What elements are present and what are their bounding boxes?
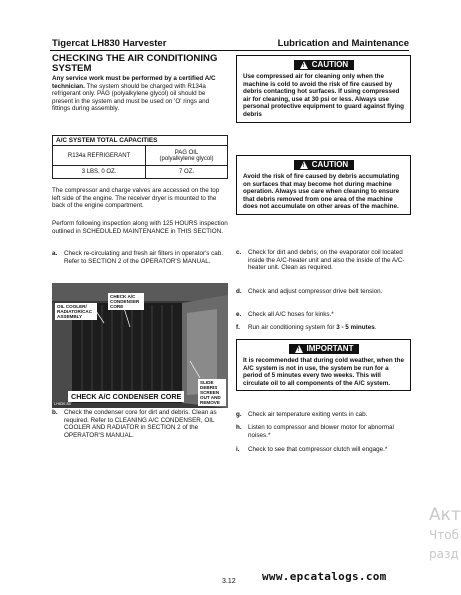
important-box bbox=[236, 339, 411, 391]
step-g-letter: g. bbox=[236, 411, 242, 418]
step-c bbox=[236, 249, 408, 272]
capacities-oil-value: 7 OZ. bbox=[146, 166, 228, 179]
intro-paragraph bbox=[52, 75, 228, 113]
step-b-letter: b. bbox=[52, 409, 58, 416]
section-title: CHECKING THE AIR CONDITIONING SYSTEM bbox=[52, 53, 218, 74]
step-h-text: Listen to compressor and blower motor for abnormal noises.* bbox=[248, 424, 394, 439]
header-rule bbox=[50, 50, 409, 51]
intro-bold: Any service work must be performed by a certified A/C technician. bbox=[52, 75, 216, 90]
caution-text: Use compressed air for cleaning only when the machine is cold to avoid the risk of fire caused by debris contacting hot surfaces. If using compressed air for cleaning, use at 30 psi or less. Always use personal protective equipment to guard against flying debris bbox=[243, 73, 404, 118]
step-d-text: Check and adjust compressor drive belt tension. bbox=[248, 288, 383, 295]
capacities-col-oil bbox=[146, 146, 228, 166]
caution-box-debris bbox=[236, 155, 411, 215]
valves-paragraph: The compressor and charge valves are accessed on the top left side of the engine. The receiver dryer is mounted to the back of the engine compartment. bbox=[52, 187, 220, 210]
figure-number: LH830-85 bbox=[54, 402, 71, 406]
step-g bbox=[236, 411, 408, 419]
page-number: 3.12 bbox=[222, 578, 236, 585]
capacities-refrigerant-value: 3 LBS. 0 OZ. bbox=[53, 166, 146, 179]
caution-text: Avoid the risk of fire caused by debris accumulating on surfaces that may become hot during machine operation. Always use care when cleaning to ensure that debris removed from one area of the machine does not accumulate on other areas of the machine. bbox=[243, 173, 400, 211]
figure-caption: CHECK A/C CONDENSER CORE bbox=[68, 391, 184, 402]
step-f-text-pre: Run air conditioning system for bbox=[248, 324, 337, 331]
step-a-text: Check re-circulating and fresh air filters in operator's cab. Refer to SECTION 2 of the OPERATOR'S MANUAL. bbox=[64, 250, 224, 265]
callout-oil-cooler: OIL COOLER/ RADIATOR/CAC ASSEMBLY bbox=[55, 303, 97, 320]
watermark-line-2: Чтоб bbox=[429, 528, 459, 542]
step-c-letter: c. bbox=[236, 249, 242, 256]
step-b bbox=[52, 409, 228, 439]
important-text: It is recommended that during cold weather, when the A/C system is not in use, the system be run for a period of 5 minutes every two weeks. This will circulate oil to all components of the A/C system. bbox=[243, 357, 404, 387]
step-f bbox=[236, 324, 408, 332]
step-d-letter: d. bbox=[236, 288, 242, 295]
capacities-col-oil-sub: (polyalkylene glycol) bbox=[159, 155, 214, 162]
caution-banner bbox=[243, 60, 405, 70]
step-d bbox=[236, 288, 408, 296]
callout-condenser-core: CHECK A/C CONDENSER CORE bbox=[108, 293, 144, 310]
condenser-photo bbox=[52, 283, 228, 408]
important-banner bbox=[243, 344, 405, 354]
step-a bbox=[52, 250, 228, 265]
capacities-col-oil-name: PAG OIL bbox=[174, 149, 199, 156]
caution-banner bbox=[243, 160, 405, 170]
step-h bbox=[236, 424, 408, 439]
step-i bbox=[236, 446, 408, 454]
step-c-text: Check for dirt and debris; on the evaporator coil located inside the A/C-heater unit and also the inside of the A/C-heater unit. Clean as required. bbox=[248, 249, 405, 272]
warning-triangle-icon: ! bbox=[295, 345, 303, 353]
step-b-text: Check the condenser core for dirt and debris. Clean as required. Refer to CLEANING A/C CONDENSER, OIL COOLER AND RADIATOR in SECTION 2 of the OPERATOR'S MANUAL. bbox=[64, 409, 217, 439]
caution-label: CAUTION bbox=[311, 60, 349, 70]
step-e bbox=[236, 311, 408, 319]
step-e-letter: e. bbox=[236, 311, 242, 318]
capacities-col-refrigerant: R134a REFRIGERANT bbox=[53, 146, 146, 166]
capacities-table bbox=[52, 135, 228, 179]
step-g-text: Check air temperature exiting vents in cab. bbox=[248, 411, 368, 418]
step-f-letter: f. bbox=[236, 324, 240, 331]
watermark-line-1: Акт bbox=[429, 505, 461, 525]
warning-triangle-icon: ! bbox=[300, 161, 308, 169]
caution-box-compressed-air bbox=[236, 55, 411, 123]
step-f-text-post: . bbox=[374, 324, 377, 331]
header-title: Tigercat LH830 Harvester bbox=[52, 38, 167, 49]
capacities-title: A/C SYSTEM TOTAL CAPACITIES bbox=[53, 136, 228, 146]
step-i-text: Check to see that compressor clutch will engage.* bbox=[248, 446, 388, 453]
step-e-text: Check all A/C hoses for kinks.* bbox=[248, 311, 334, 318]
step-f-duration: 3 - 5 minutes bbox=[336, 324, 375, 331]
warning-triangle-icon: ! bbox=[300, 61, 308, 69]
watermark-site: www.epcatalogs.com bbox=[262, 570, 387, 583]
caution-label: CAUTION bbox=[311, 160, 349, 170]
step-h-letter: h. bbox=[236, 424, 242, 431]
step-i-letter: i. bbox=[236, 446, 240, 453]
watermark-line-3: разд bbox=[429, 547, 459, 561]
callout-debris-screen: SLIDE DEBRIS SCREEN OUT AND REMOVE bbox=[198, 379, 226, 406]
intro-text: The system should be charged with R134a refrigerant only. PAG (polyalkylene glycol) oil should be present in the system and must be used on 'O' rings and fittings during assembly. bbox=[52, 82, 210, 113]
header-section: Lubrication and Maintenance bbox=[277, 38, 409, 49]
step-f-text bbox=[248, 324, 408, 332]
schedule-paragraph: Perform following inspection along with 125 HOURS inspection outlined in SCHEDULED MAINTENANCE in THIS SECTION. bbox=[52, 220, 228, 235]
step-a-letter: a. bbox=[52, 250, 58, 257]
important-label: IMPORTANT bbox=[306, 344, 354, 354]
